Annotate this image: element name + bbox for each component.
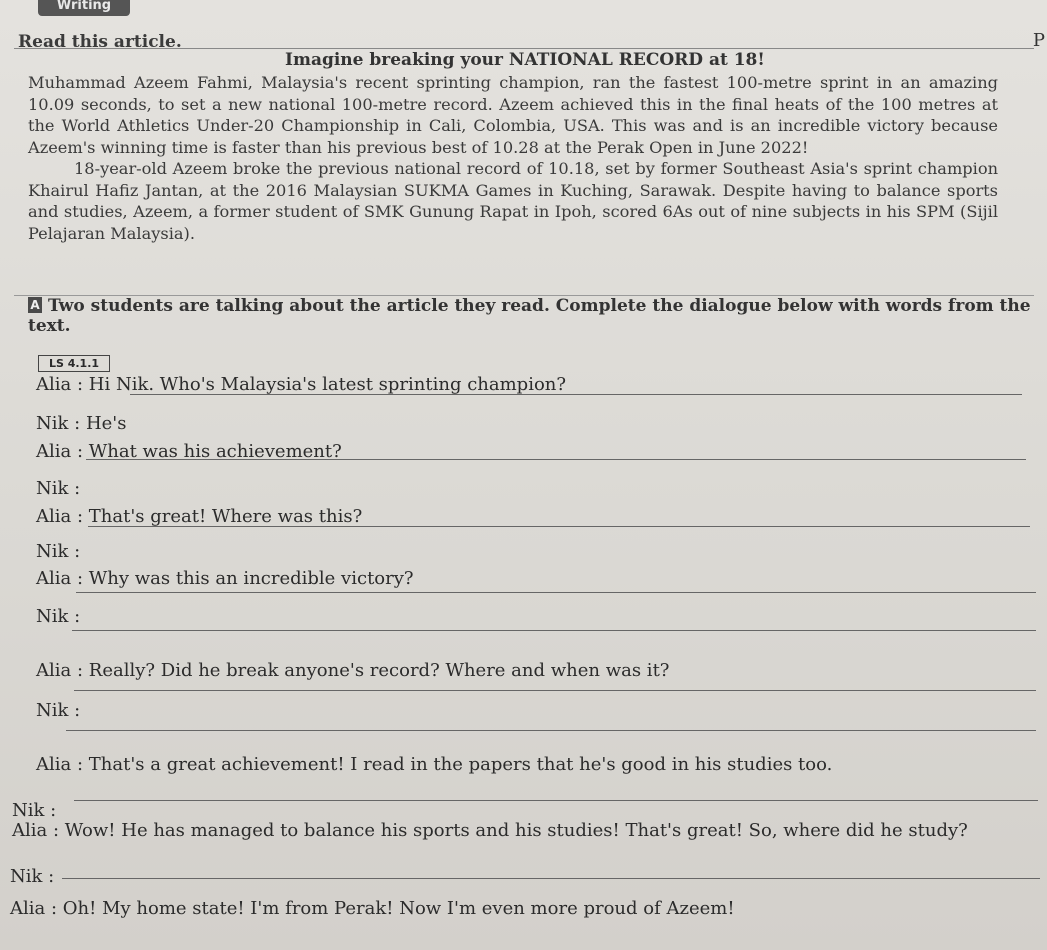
dialogue-line <box>36 660 669 681</box>
answer-blank[interactable] <box>76 592 1036 593</box>
dialogue-text: What was his achievement? <box>88 441 342 462</box>
dialogue-text: That's a great achievement! I read in the papers that he's good in his studies too. <box>88 754 833 775</box>
speaker: Nik : <box>36 413 81 434</box>
dialogue-line <box>36 478 80 499</box>
answer-blank[interactable] <box>74 690 1036 691</box>
read-instruction: Read this article. <box>18 32 182 52</box>
answer-blank[interactable] <box>62 878 1040 879</box>
dialogue-line <box>10 866 54 887</box>
dialogue-text: He's <box>85 413 127 434</box>
answer-blank[interactable] <box>72 630 1036 631</box>
speaker: Nik : <box>10 866 55 887</box>
dialogue-line <box>36 568 414 589</box>
dialogue-text: Oh! My home state! I'm from Perak! Now I'm even more proud of Azeem! <box>62 898 735 919</box>
speaker: Nik : <box>36 478 81 499</box>
speaker: Alia : <box>36 568 84 589</box>
answer-blank[interactable] <box>74 800 1038 801</box>
dialogue-line <box>36 606 80 627</box>
speaker: Nik : <box>36 606 81 627</box>
article-body <box>28 72 998 244</box>
answer-blank[interactable] <box>86 459 1026 460</box>
dialogue-line <box>36 700 80 721</box>
speaker: Alia : <box>10 898 58 919</box>
dialogue-line <box>12 820 968 841</box>
speaker: Alia : <box>36 374 84 395</box>
dialogue-text: Wow! He has managed to balance his sports and his studies! That's great! So, where did he study? <box>64 820 968 841</box>
section-tab: Writing <box>38 0 130 16</box>
dialogue-line <box>12 800 56 821</box>
dialogue-text: That's great! Where was this? <box>88 506 363 527</box>
dialogue-line <box>36 506 362 527</box>
answer-blank[interactable] <box>130 394 1022 395</box>
answer-blank[interactable] <box>88 526 1030 527</box>
dialogue-line <box>36 413 126 434</box>
section-a-instruction: Two students are talking about the article they read. Complete the dialogue below with words from the text. <box>28 296 1031 336</box>
learning-standard-code: LS 4.1.1 <box>38 355 110 372</box>
speaker: Alia : <box>36 441 84 462</box>
section-a-badge: A <box>28 297 42 313</box>
dialogue-line <box>36 374 566 395</box>
section-a-heading <box>28 296 1047 336</box>
dialogue-text: Why was this an incredible victory? <box>88 568 414 589</box>
speaker: Alia : <box>36 506 84 527</box>
speaker: Alia : <box>12 820 60 841</box>
dialogue-line <box>36 541 80 562</box>
side-letter: P <box>1032 30 1045 51</box>
dialogue-text: Hi Nik. Who's Malaysia's latest sprinting champion? <box>88 374 567 395</box>
dialogue-line <box>10 898 735 919</box>
speaker: Alia : <box>36 660 84 681</box>
article-paragraph-2: 18-year-old Azeem broke the previous national record of 10.18, set by former Southeast Asia's sprint champion Khairul Hafiz Jantan, at the 2016 Malaysian SUKMA Games in Kuching, Sarawak. Despite having to balance sports and studies, Azeem, a former student of SMK Gunung Rapat in Ipoh, scored 6As out of nine subjects in his SPM (Sijil Pelajaran Malaysia). <box>28 159 998 243</box>
speaker: Alia : <box>36 754 84 775</box>
speaker: Nik : <box>12 800 57 821</box>
dialogue-line <box>36 754 832 775</box>
answer-blank[interactable] <box>66 730 1036 731</box>
speaker: Nik : <box>36 700 81 721</box>
article-paragraph-1: Muhammad Azeem Fahmi, Malaysia's recent sprinting champion, ran the fastest 100-metre sprint in an amazing 10.09 seconds, to set a new national 100-metre record. Azeem achieved this in the final heats of the 100 metres at the World Athletics Under-20 Championship in Cali, Colombia, USA. This was and is an incredible victory because Azeem's winning time is faster than his previous best of 10.28 at the Perak Open in June 2022! <box>28 73 998 157</box>
speaker: Nik : <box>36 541 81 562</box>
article-title: Imagine breaking your NATIONAL RECORD at 18! <box>285 50 765 70</box>
dialogue-text: Really? Did he break anyone's record? Where and when was it? <box>88 660 670 681</box>
